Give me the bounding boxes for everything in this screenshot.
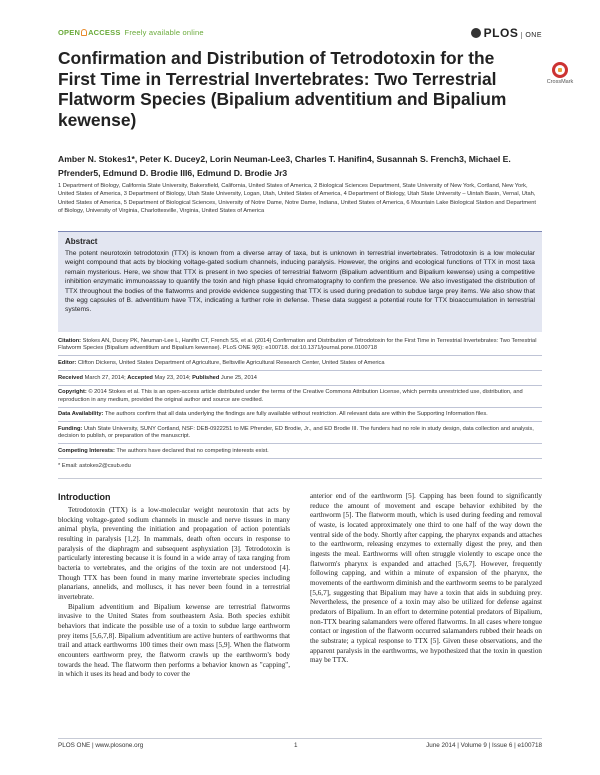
editor-row bbox=[58, 360, 542, 371]
received-label: Received bbox=[58, 374, 83, 381]
abstract-heading: Abstract bbox=[65, 237, 98, 246]
abstract-box bbox=[58, 231, 542, 332]
citation-row bbox=[58, 338, 542, 356]
copyright-text: © 2014 Stokes et al. This is an open-access article distributed under the terms of the Creative Commons Attribution License, which permits unrestricted use, distribution, and reproduction in any medium, provided the original author and source are credited. bbox=[58, 389, 523, 403]
published-label: Published bbox=[192, 374, 220, 381]
author-list: Amber N. Stokes1*, Peter K. Ducey2, Lorin Neuman-Lee3, Charles T. Hanifin4, Susannah S. French3, Michael E. Pfrender5, Edmund D. Brodie III6, Edmund D. Brodie Jr3 bbox=[58, 154, 511, 178]
intro-paragraph-2: Bipalium adventitium and Bipalium kewense are terrestrial flatworms invasive to the United States from southeastern Asia. Both species exhibit behaviors that indicate the possible use of a toxin to subdue large earthworm prey items [5,6,7,8]. Bipalium adventitium are active hunters of earthworms that trail and attack earthworms 100 times their own mass [5,9]. When the flatworm encounters earthworm prey, the flatworm crawls up the earthworm's body towards the head. The flatworm then performs a behavior known as "capping", in which it uses its head and body to cover the bbox=[58, 602, 290, 679]
journal-header bbox=[58, 26, 542, 40]
dates-row bbox=[58, 375, 542, 386]
paper-title: Confirmation and Distribution of Tetrodotoxin for the First Time in Terrestrial Invertebrates: Two Terrestrial Flatworm Species (Bipalium adventitium and Bipalium kewense) bbox=[58, 48, 507, 130]
introduction-heading: Introduction bbox=[58, 492, 111, 502]
copyright-label: Copyright: bbox=[58, 389, 87, 396]
email-row bbox=[58, 463, 542, 470]
page-number: 1 bbox=[294, 742, 298, 749]
footer-issue: June 2014 | Volume 9 | Issue 6 | e100718 bbox=[426, 742, 542, 749]
citation-text: Stokes AN, Ducey PK, Neuman-Lee L, Hanifin CT, French SS, et al. (2014) Confirmation and Distribution of Tetrodotoxin for the First Time in Terrestrial Invertebrates: Two Terrestrial Flatworm Species (Bipalium adventitium and Bipalium kewense). PLoS ONE 9(6): e100718. doi:10.1371/journal.pone.0100718 bbox=[58, 338, 537, 352]
access-label: ACCESS bbox=[88, 28, 121, 37]
data-availability-label: Data Availability: bbox=[58, 411, 104, 418]
copyright-row bbox=[58, 389, 542, 407]
data-availability-row bbox=[58, 411, 542, 422]
competing-interests-row bbox=[58, 448, 542, 459]
freely-available-label: Freely available online bbox=[124, 28, 204, 37]
abstract-text: The potent neurotoxin tetrodotoxin (TTX) is known from a diverse array of taxa, but is unknown in terrestrial invertebrates. Tetrodotoxin is a low molecular weight compound that acts by blocking voltage-gated sodium channels, inducing paralysis. However, the origins and ecological functions of TTX in most taxa remain mysterious. Here, we show that TTX is present in two species of terrestrial flatworm (Bipalium adventitium and Bipalium kewense) using a competitive inhibition enzymatic immunoassay to quantify the toxin and high phase liquid chromatography to confirm the presence. We also investigated the distribution of TTX throughout the bodies of the flatworms and provide evidence suggesting that TTX is used during predation to subdue large prey items. We also show that the egg capsules of B. adventitium have TTX, indicating a further role in defense. These data suggest a potential route for TTX bioaccumulation in terrestrial systems. bbox=[65, 250, 535, 314]
funding-label: Funding: bbox=[58, 425, 83, 432]
received-date: March 27, 2014; bbox=[84, 374, 126, 381]
journal-sub: ONE bbox=[521, 32, 542, 39]
editor-label: Editor: bbox=[58, 359, 77, 366]
accepted-label: Accepted bbox=[127, 374, 153, 381]
article-metadata bbox=[58, 338, 542, 473]
divider bbox=[58, 478, 542, 479]
editor-text: Clifton Dickens, United States Department of Agriculture, Beltsville Agricultural Research Center, United States of America bbox=[77, 359, 385, 366]
citation-label: Citation: bbox=[58, 338, 82, 344]
open-label: OPEN bbox=[58, 28, 81, 37]
affiliations: 1 Department of Biology, California State University, Bakersfield, California, United States of America, 2 Biological Sciences Department, State University of New York, Cortland, New York, United States of America, 3 Department of Biology, Utah State University, Logan, Utah, United States of America, 4 Department of Biology, Utah State University – Uintah Basin, Vernal, Utah, United States of America, 5 Department of Biological Sciences, University of Notre Dame, Notre Dame, Indiana, United States of America, 6 Mountain Lake Biological Station and Department of Biology, University of Virginia, Charlottesville, Virginia, United States of America bbox=[58, 183, 536, 215]
open-lock-icon bbox=[81, 29, 87, 36]
competing-interests-text: The authors have declared that no competing interests exist. bbox=[116, 447, 269, 454]
page-footer bbox=[58, 738, 542, 752]
competing-interests-label: Competing Interests: bbox=[58, 447, 115, 454]
right-column bbox=[310, 492, 542, 666]
crossmark-icon bbox=[552, 62, 568, 78]
plos-logo-icon bbox=[471, 28, 481, 38]
intro-paragraph-3: anterior end of the earthworm [5]. Capping has been found to significantly reduce the amount of movement and escape behavior exhibited by the earthworm [5]. The flatworm mouth, which is used during feeding and removal of waste, is located approximately one third to one half of the way down the ventral side of the body. Shortly after capping, the pharynx expands and attaches to the earthworm, releasing enzymes to externally digest the prey, and then ingests the meal. Earthworms will often struggle violently to escape once the flatworm's pharynx is expanded and attached [5,6,7]. However, frequently following capping, and within a minute of expansion of the pharynx, the movements of the earthworm diminish and the earthworm seems to be paralyzed [5,6,7], suggesting that Bipalium may have a toxin that aids in subduing prey. Nevertheless, the presence of a toxin may also be utilized for defense against predators of Bipalium. In an effort to determine potential predators of Bipalium, non-TTX bearing salamanders were offered flatworms. In all cases where tongue contact or ingestion of the flatworm occurred salamanders rubbed their heads on the substrate; a typical response to TTX [5]. Given these observations, and the apparent paralysis in the earthworms, we hypothesized that the toxin in question may be TTX. bbox=[310, 492, 542, 665]
journal-name: PLOS bbox=[483, 26, 519, 40]
crossmark-label: CrossMark bbox=[546, 79, 574, 85]
author-email[interactable]: * Email: astokes2@csub.edu bbox=[58, 462, 131, 469]
published-date: June 25, 2014 bbox=[220, 374, 257, 381]
footer-journal[interactable]: PLOS ONE | www.plosone.org bbox=[58, 742, 144, 749]
open-access-badge bbox=[58, 28, 204, 37]
left-column bbox=[58, 506, 290, 680]
crossmark-badge[interactable] bbox=[540, 62, 580, 85]
data-availability-text: The authors confirm that all data underlying the findings are fully available without restriction. All relevant data are within the Supporting Information files. bbox=[104, 411, 488, 418]
intro-paragraph-1: Tetrodotoxin (TTX) is a low-molecular weight neurotoxin that acts by blocking voltage-gated sodium channels in muscle and nerve tissues in many animal phyla, preventing the initiation and propagation of action potentials resulting in paralysis [1,2]. In mammals, death often occurs in response to paralysis of the diaphragm and subsequent asphyxiation [3]. Tetrodotoxin is particularly interesting because it is found in a wide array of taxa ranging from bacteria to vertebrates, and the origins of the toxin are not understood [4]. Though TTX has been found in many marine invertebrate species including planarians, annelids, and molluscs, it has never been found in a terrestrial invertebrate. bbox=[58, 506, 290, 601]
accepted-date: May 23, 2014; bbox=[154, 374, 191, 381]
funding-row bbox=[58, 426, 542, 444]
journal-logo bbox=[471, 26, 542, 40]
funding-text: Utah State University, SUNY Cortland, NSF: DEB-0922251 to ME Pfrender, ED Brodie, Jr., and ED Brodie III. The funders had no role in study design, data collection and analysis, decision to publish, or preparation of the manuscript. bbox=[58, 425, 534, 440]
